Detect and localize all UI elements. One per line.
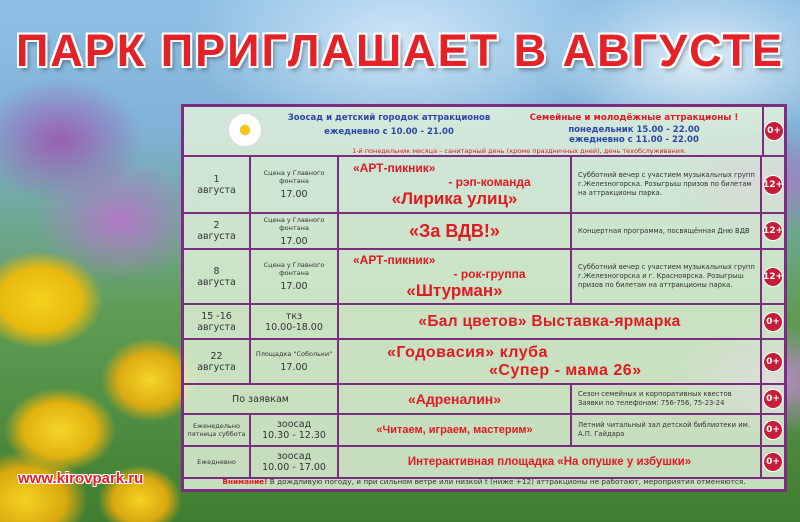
- schedule-board: [181, 104, 787, 492]
- desc-cell: [572, 157, 762, 212]
- event-row: [184, 214, 784, 250]
- event-place: зоосад: [276, 451, 312, 462]
- age-badge: 12+: [763, 221, 783, 241]
- zoo-info: [284, 113, 494, 137]
- event-date: 22 августа: [197, 350, 236, 373]
- place-cell: [251, 214, 339, 248]
- date-cell: [184, 385, 339, 413]
- age-cell: [762, 214, 784, 248]
- age-badge: 0+: [763, 352, 783, 372]
- event-title-3: «Штурман»: [406, 280, 503, 300]
- date-cell: [184, 157, 251, 212]
- age-cell: [762, 415, 784, 445]
- age-badge: 0+: [763, 452, 783, 472]
- event-time: 17.00: [280, 362, 308, 373]
- event-description-2: Заявки по телефонам: 756-756, 75-23-24: [578, 399, 725, 407]
- event-cell: [339, 415, 572, 445]
- age-badge: 0+: [763, 420, 783, 440]
- event-title-1: «Читаем, играем, мастерим»: [376, 424, 533, 436]
- event-place: зоосад: [276, 419, 312, 430]
- desc-cell: [572, 415, 762, 445]
- event-date: 8 августа: [197, 265, 236, 288]
- event-description: Концертная программа, посвящённая Дню ВДВ: [578, 226, 750, 235]
- event-row: [184, 447, 784, 479]
- event-cell-wide: [339, 447, 762, 477]
- event-title-1: «Адреналин»: [407, 391, 502, 407]
- event-row: [184, 250, 784, 305]
- event-description: Субботний вечер с участием музыкальных групп г.Железногорска. Розыгрыш призов по билетам на аттракционы парка.: [578, 171, 755, 197]
- age-cell: [762, 107, 784, 155]
- event-title-1: «Годовасия» клуба: [387, 343, 548, 361]
- event-cell-wide: [339, 305, 762, 338]
- age-cell: [762, 157, 784, 212]
- age-cell: [762, 340, 784, 383]
- website-link[interactable]: www.kirovpark.ru: [18, 470, 144, 487]
- event-row: [184, 157, 784, 214]
- event-cell-wide: [339, 340, 762, 383]
- event-time: 10.30 - 12.30: [262, 430, 326, 441]
- event-time: 17.00: [280, 189, 308, 200]
- desc-cell: [572, 250, 762, 303]
- event-place: Площадка "Собольки": [255, 350, 333, 358]
- event-date: 15 -16 августа: [197, 310, 236, 333]
- event-title-1: «АРТ-пикник»: [353, 160, 436, 175]
- zoo-title: Зоосад и детский городок аттракционов: [287, 113, 491, 123]
- event-title-3: «Лирика улиц»: [391, 188, 518, 208]
- event-time: 10.00-18.00: [265, 321, 323, 333]
- place-cell: [251, 415, 339, 445]
- event-cell: [339, 385, 572, 413]
- age-cell: [762, 305, 784, 338]
- event-title-2: «Супер - мама 26»: [489, 361, 642, 379]
- event-title-2: - рок-группа: [453, 266, 526, 281]
- age-badge: 0+: [763, 312, 783, 332]
- page-title: ПАРК ПРИГЛАШАЕТ В АВГУСТЕ: [15, 25, 785, 76]
- age-cell: [762, 385, 784, 413]
- age-badge: 0+: [763, 389, 783, 409]
- place-cell: [251, 447, 339, 477]
- date-cell: [184, 305, 251, 338]
- event-description: Сезон семейных и корпоративных квестов: [578, 390, 732, 398]
- event-title-2: - рэп-команда: [448, 174, 531, 189]
- date-cell: [184, 340, 251, 383]
- event-date: Ежедневно: [197, 458, 236, 466]
- zoo-hours: ежедневно с 10.00 - 21.00: [324, 127, 454, 137]
- event-row: [184, 340, 784, 385]
- event-date: По заявкам: [232, 393, 289, 405]
- daisy-logo-icon: [228, 113, 262, 147]
- event-time: 17.00: [280, 235, 308, 247]
- event-row: [184, 385, 784, 415]
- age-badge: 12+: [763, 267, 783, 287]
- event-date: 2 августа: [197, 220, 236, 242]
- sanitary-day-note: 1-й понедельник месяца – санитарный день (кроме праздничных дней), день техобслуживания.: [352, 147, 686, 155]
- event-date: 1 августа: [197, 173, 236, 196]
- event-title-1: Интерактивная площадка «На опушке у избушки»: [407, 456, 692, 468]
- event-description: Субботний вечер с участием музыкальных групп г.Железногорска и г. Красноярска. Розыгрыш призов по билетам на аттракционы парка.: [578, 263, 755, 289]
- event-time: 17.00: [280, 281, 308, 292]
- place-cell: [251, 250, 339, 303]
- event-row: [184, 305, 784, 340]
- event-cell: [339, 157, 572, 212]
- desc-cell: [572, 214, 762, 248]
- event-cell: [339, 214, 572, 248]
- date-cell: [184, 214, 251, 248]
- place-cell: [251, 340, 339, 383]
- event-title-1: «АРТ-пикник»: [353, 252, 436, 267]
- age-badge: 0+: [764, 121, 784, 141]
- warning-text: В дождливую погоду, и при сильном ветре или низкой t (ниже +12) аттракционы не работают, мероприятия отменяются.: [267, 477, 746, 486]
- age-cell: [762, 250, 784, 303]
- event-time: 10.00 - 17.00: [262, 462, 326, 473]
- event-date: Еженедельно пятница суббота: [187, 422, 246, 438]
- attractions-hours-2: ежедневно с 11.00 - 22.00: [569, 135, 699, 145]
- age-badge: 12+: [763, 175, 783, 195]
- desc-cell: [572, 385, 762, 413]
- event-place: Сцена у Главного фонтана: [263, 215, 325, 232]
- warning-label: Внимание!: [222, 477, 268, 486]
- date-cell: [184, 447, 251, 477]
- age-cell: [762, 447, 784, 477]
- event-place: Сцена у Главного фонтана: [263, 261, 325, 277]
- place-cell: [251, 157, 339, 212]
- date-cell: [184, 250, 251, 303]
- event-title-1: «За ВДВ!»: [409, 220, 500, 241]
- header-row: [184, 107, 784, 157]
- weather-warning: [186, 477, 782, 486]
- event-place: ткз: [285, 310, 303, 322]
- event-cell: [339, 250, 572, 303]
- event-description: Летний читальный зал детской библиотеки им. А.П. Гайдара: [578, 421, 750, 438]
- date-cell: [184, 415, 251, 445]
- attractions-hours-1: понедельник 15.00 - 22.00: [568, 125, 700, 135]
- event-title-1: «Бал цветов» Выставка-ярмарка: [418, 312, 681, 330]
- attractions-info: [519, 113, 749, 145]
- attractions-title: Семейные и молодёжные аттракционы !: [529, 113, 739, 123]
- event-row: [184, 415, 784, 447]
- event-place: Сцена у Главного фонтана: [263, 169, 325, 185]
- place-cell: [251, 305, 339, 338]
